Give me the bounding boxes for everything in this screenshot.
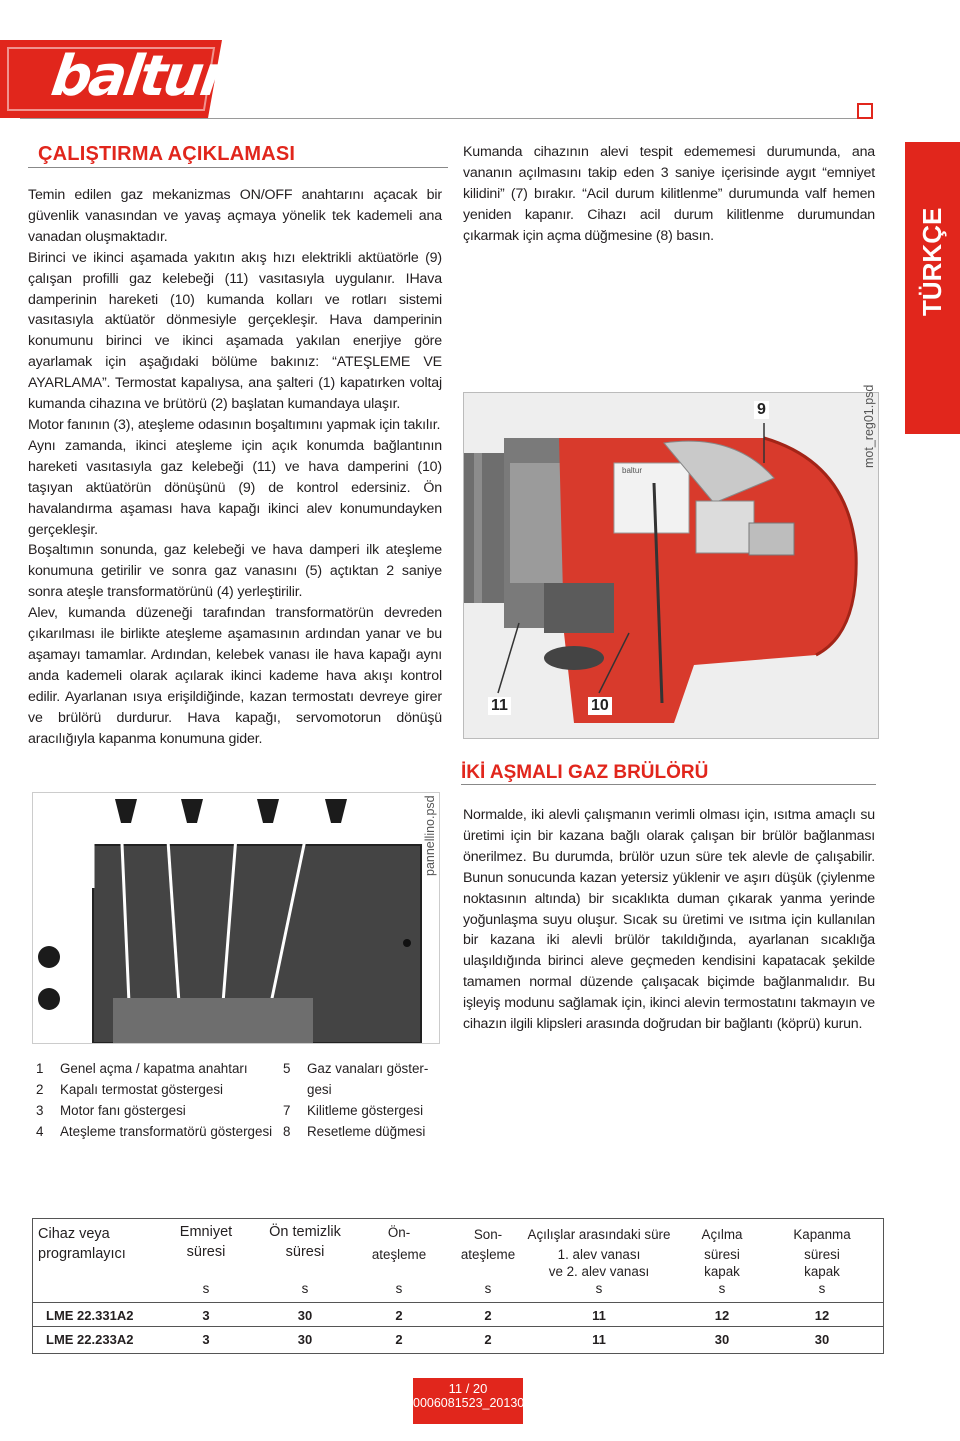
section-title: ÇALIŞTIRMA AÇIKLAMASI [38,143,296,165]
section-title-2-rule [461,784,876,785]
photo-label-11: 11 [488,697,511,715]
legend-text: gesi [307,1082,332,1097]
table-cell: LME 22.233A2 [46,1332,134,1347]
document-code: 0006081523_201306 [413,1396,532,1410]
legend-number: 7 [283,1103,291,1118]
table-unit: s [301,1281,309,1296]
paragraph: Kumanda cihazının alevi tespit edememesi durumunda, ana vananın açılmasını takip eden 3 saniye içerisinde aygıt “emniyet kilidini” (7) bırakır. “Acil durum kilitlenme” durumunda valf hemen yeniden kapanır. Cihazı acil durum kilitlenme durumundan çıkarmak için açma düğmesine (8) basın. [463,144,875,244]
control-panel-illustration [33,793,439,1043]
legend-text: Ateşleme transformatörü göstergesi [60,1124,273,1139]
corner-marker-icon [857,103,873,119]
table-cell: 11 [592,1332,606,1347]
table-unit: s [395,1281,403,1296]
legend-item [283,1100,424,1121]
paragraph: Motor fanının (3), ateşleme odasının boşaltımını yapmak için takılır. [28,416,441,433]
paragraph: Boşaltımın sonunda, gaz kelebeği ve hava damperi ilk ateşleme konumuna getirilir ve sonra gaz vanasını (5) açtıktan 2 saniye sonra ateşle transformatörünü (4) yerleştirilir. [28,542,442,601]
legend-text: Kilitleme göstergesi [307,1103,424,1118]
table-cell: 30 [297,1308,313,1323]
legend-number: 5 [283,1061,291,1076]
table-header: 1. alev vanası [557,1247,641,1262]
brand-logo-text: baltur [47,44,230,109]
table-cell: 3 [202,1332,210,1347]
paragraph: Birinci ve ikinci aşamada yakıtın akış hızı elektrikli aktüatörle (9) çalışan profilli gaz kelebeği (11) vasıtasıyla uygulanır. IHava damperinin hareketi (10) kumanda kolları ve rotları sistemi vasıtasıyla aktüatör dönmesiyle gerçekleşir. Hava damperinin konumunu birinci ve ikinci aşamada yakılan enerjiye göre ayarlamak için aşağıdaki bölüme bakınız: “ATEŞLEME VE AYARLAMA”. Termostat kapalıysa, ana şalteri (1) kapatırken voltaj kumanda cihazına ve brütörü (2) başlatan kumandaya ulaşır. [28,249,442,413]
table-header: ateşleme [460,1247,516,1262]
table-header: programlayıcı [38,1246,126,1262]
table-cell: 12 [814,1308,830,1323]
table-cell: 2 [395,1308,403,1323]
legend-item [36,1121,273,1142]
left-body-text [28,185,442,749]
control-panel-image [32,792,440,1044]
table-header: süresi [704,1247,740,1262]
legend-item [36,1058,248,1079]
legend-number: 4 [36,1124,44,1139]
legend-text: Resetleme düğmesi [307,1124,426,1139]
table-cell: LME 22.331A2 [46,1308,134,1323]
timing-table-content [32,1218,884,1356]
table-header: süresi [186,1244,226,1260]
photo-label-9: 9 [754,401,769,419]
section-title-rule [28,167,448,168]
paragraph: Aynı zamanda, ikinci ateşleme için açık konumda bağlantının hareketi vasıtasıyla gaz kelebeği (11) ve hava damperini (10) taşıyan aktüatörün dönüşünü (9) de kontrol edersiniz. Ön havalandırma aşaması hava kapağı ikinci alev konumundayken gerçekleşir. [28,437,442,538]
table-cell: 12 [714,1308,730,1323]
table-header: kapak [804,1264,840,1279]
legend-item [283,1058,429,1079]
table-cell: 30 [297,1332,313,1347]
panel-caption: pannellino.psd [423,795,437,876]
legend-item [36,1100,186,1121]
table-header: süresi [804,1247,840,1262]
photo-caption: mot_reg01.psd [862,384,876,468]
header-divider [20,118,858,119]
paragraph: Temin edilen gaz mekanizmas ON/OFF anahtarını açacak bir güvenlik vanasından ve yavaş açmaya yönelik tek kademeli ana vanadan oluşmaktadır. [28,187,442,245]
paragraph: Normalde, iki alevli çalışmanın verimli olması için, ısıtma amaçlı su üretimi için bir kazana bağlı olarak çalışan bir brülör bağlanması önerilmez. Bu durumda, brülör uzun süre tek alevle de çalışabilir. Bunun sonucunda kazan yetersiz yüklenir ve aşırı düşük (çiylenme noktasının altında) bir sıcaklıkta duman çıkarak yanma yerinde yoğunlaşma suyu oluşur. Sıcak su üretimi ve ısıtma için kullanılan bir kazana iki alevli brülör takıldığında, ayarlanan sıcaklığa ulaşıldığında birinci aleve geçmeden kendisini kapatacak şekilde tamamen normal düzende çalışacak biçimde bağlanmalıdır. Bu işleyiş modunu sağlamak için, ikinci alevin termostatını takmayın ve cihazın ilgili klipsleri arasında doğrudan bir bağlantı (köprü) kurun. [463,807,875,1033]
table-header: Ön temizlik [269,1224,341,1240]
burner-photo [463,392,879,739]
table-cell: 2 [484,1332,492,1347]
right-bottom-text [463,805,875,1035]
legend-number: 1 [36,1061,44,1076]
language-tab-label: TÜRKÇE [917,207,947,316]
table-header: kapak [704,1264,740,1279]
table-header: ateşleme [371,1247,427,1262]
table-header: Açılma [701,1227,743,1242]
table-unit: s [484,1281,492,1296]
legend-number: 3 [36,1103,44,1118]
table-unit: s [595,1281,603,1296]
paragraph: Alev, kumanda düzeneği tarafından transformatörün devreden çıkarılması ile birlikte ateşleme aşamasının ardından yanar ve bu aşamayı tamamlar. Ardından, kelebek vanası ile hava kapağı aynı anda kademeli olarak açılarak ikinci kademe hava akışı kontrol edilir. Ayarlanan ısıya erişildiğinde, kazan termostatı devreye girer ve brülörü durdurur. Hava kapağı, servomotorun dönüşü aracılığıyla kapanma konumuna gider. [28,605,442,747]
table-header: Son- [473,1227,503,1242]
table-unit: s [718,1281,726,1296]
photo-label-10: 10 [588,697,612,715]
legend-text: Kapalı termostat göstergesi [60,1082,224,1097]
table-cell: 2 [484,1308,492,1323]
table-divider [32,1326,884,1327]
table-header: Ön- [387,1225,411,1240]
table-header: Kapanma [793,1227,851,1242]
burner-illustration [464,393,878,738]
photo-plate-text: baltur [622,466,643,475]
legend-item [283,1121,426,1142]
table-header: ve 2. alev vanası [548,1264,650,1279]
table-unit: s [202,1281,210,1296]
legend-number: 8 [283,1124,291,1139]
table-cell: 3 [202,1308,210,1323]
table-cell: 2 [395,1332,403,1347]
table-header: Cihaz veya [38,1226,110,1242]
page-number: 11 / 20 [448,1381,488,1396]
table-header: süresi [285,1244,325,1260]
legend-text: Motor fanı göstergesi [60,1103,186,1118]
section-title-2: İKİ AŞMALI GAZ BRÜLÖRÜ [461,762,709,783]
table-cell: 30 [714,1332,730,1347]
legend-text: Genel açma / kapatma anahtarı [60,1061,248,1076]
table-cell: 11 [592,1308,606,1323]
table-header: Emniyet [179,1224,233,1240]
table-cell: 30 [814,1332,830,1347]
table-header: Açılışlar arasındaki süre [527,1227,671,1242]
right-top-text [463,142,875,247]
legend-number: 2 [36,1082,44,1097]
table-divider [32,1302,884,1303]
table-unit: s [818,1281,826,1296]
legend-text: Gaz vanaları göster- [307,1061,429,1076]
legend-item [36,1079,224,1100]
